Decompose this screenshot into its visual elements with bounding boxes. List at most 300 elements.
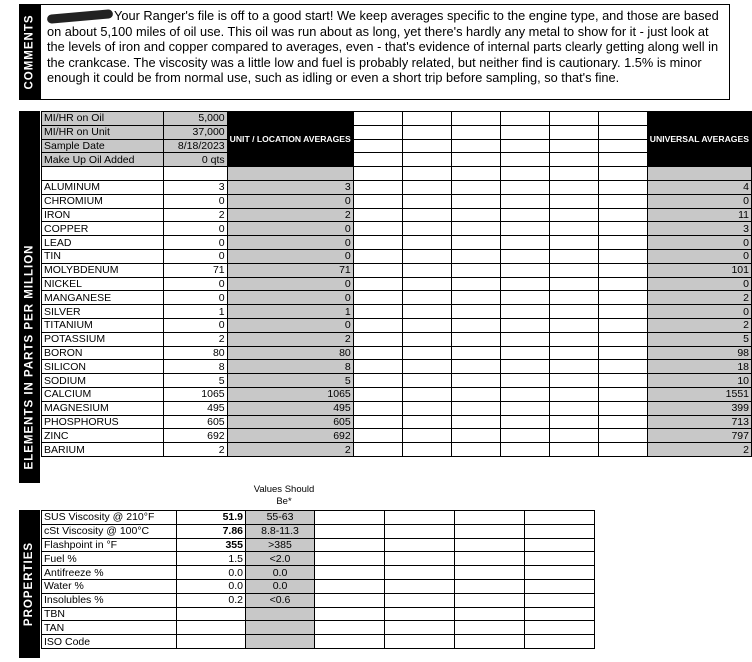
property-should-be: 0.0 xyxy=(246,566,315,580)
element-row xyxy=(42,263,752,277)
blank-cell xyxy=(525,511,595,525)
element-value: 0 xyxy=(164,194,227,208)
blank-cell xyxy=(385,524,455,538)
property-value xyxy=(177,635,246,649)
blank-cell xyxy=(353,180,402,194)
property-value: 51.9 xyxy=(177,511,246,525)
property-should-be: 0.0 xyxy=(246,579,315,593)
property-row xyxy=(42,621,595,635)
property-row xyxy=(42,511,595,525)
element-universal-average: 2 xyxy=(647,291,751,305)
blank-cell xyxy=(598,374,647,388)
blank-cell xyxy=(402,194,451,208)
blank-cell xyxy=(353,332,402,346)
blank-cell xyxy=(402,429,451,443)
blank-cell xyxy=(549,222,598,236)
blank-cell xyxy=(549,167,598,181)
element-name: IRON xyxy=(42,208,164,222)
blank-cell xyxy=(598,208,647,222)
element-unit-average: 80 xyxy=(227,346,353,360)
blank-cell xyxy=(451,360,500,374)
property-name: Antifreeze % xyxy=(42,566,177,580)
element-unit-average: 2 xyxy=(227,443,353,457)
redacted-name xyxy=(47,9,114,24)
blank-cell xyxy=(402,277,451,291)
blank-cell xyxy=(451,346,500,360)
unit-averages-header: UNIT / LOCATION AVERAGES xyxy=(227,112,353,167)
blank-cell xyxy=(353,401,402,415)
element-unit-average: 0 xyxy=(227,249,353,263)
element-value: 0 xyxy=(164,277,227,291)
blank-cell xyxy=(451,415,500,429)
blank-cell xyxy=(455,579,525,593)
blank-cell xyxy=(353,291,402,305)
property-value: 355 xyxy=(177,538,246,552)
property-should-be: 8.8-11.3 xyxy=(246,524,315,538)
universal-averages-header: UNIVERSAL AVERAGES xyxy=(647,112,751,167)
blank-cell xyxy=(402,360,451,374)
header-row xyxy=(42,139,752,153)
element-row xyxy=(42,332,752,346)
element-name: CHROMIUM xyxy=(42,194,164,208)
header-row-label: Make Up Oil Added xyxy=(42,153,164,167)
property-name: TBN xyxy=(42,607,177,621)
element-value: 0 xyxy=(164,222,227,236)
blank-cell xyxy=(315,607,385,621)
element-row xyxy=(42,236,752,250)
blank-cell xyxy=(402,332,451,346)
element-row xyxy=(42,291,752,305)
blank-cell xyxy=(451,291,500,305)
blank-cell xyxy=(451,443,500,457)
blank-cell xyxy=(549,291,598,305)
element-value: 0 xyxy=(164,236,227,250)
element-name: POTASSIUM xyxy=(42,332,164,346)
comments-label-text: COMMENTS xyxy=(23,14,36,90)
blank-cell xyxy=(598,153,647,167)
blank-cell xyxy=(451,167,500,181)
blank-cell xyxy=(402,153,451,167)
blank-cell xyxy=(353,125,402,139)
element-row xyxy=(42,360,752,374)
blank-cell xyxy=(455,635,525,649)
blank-cell xyxy=(598,222,647,236)
blank-cell xyxy=(549,112,598,126)
blank-cell xyxy=(500,401,549,415)
element-unit-average: 692 xyxy=(227,429,353,443)
blank-cell xyxy=(500,112,549,126)
property-name: SUS Viscosity @ 210°F xyxy=(42,511,177,525)
blank-cell xyxy=(353,112,402,126)
element-universal-average: 98 xyxy=(647,346,751,360)
element-name: NICKEL xyxy=(42,277,164,291)
element-value: 80 xyxy=(164,346,227,360)
blank-cell xyxy=(451,249,500,263)
blank-cell xyxy=(315,538,385,552)
blank-cell xyxy=(402,167,451,181)
blank-cell xyxy=(451,125,500,139)
blank-cell xyxy=(598,443,647,457)
blank-cell xyxy=(353,305,402,319)
blank-cell xyxy=(598,277,647,291)
blank-cell xyxy=(455,593,525,607)
blank-cell xyxy=(315,566,385,580)
element-name: BORON xyxy=(42,346,164,360)
element-universal-average: 5 xyxy=(647,332,751,346)
property-name: Water % xyxy=(42,579,177,593)
property-value xyxy=(177,621,246,635)
element-value: 0 xyxy=(164,249,227,263)
blank-cell xyxy=(549,332,598,346)
blank-cell xyxy=(500,415,549,429)
blank-cell xyxy=(598,401,647,415)
blank-cell xyxy=(500,263,549,277)
blank-cell xyxy=(451,318,500,332)
blank-cell xyxy=(455,538,525,552)
header-row-value: 8/18/2023 xyxy=(164,139,227,153)
blank-cell xyxy=(353,346,402,360)
blank-cell xyxy=(549,139,598,153)
element-universal-average: 0 xyxy=(647,236,751,250)
blank-cell xyxy=(402,401,451,415)
property-value: 0.0 xyxy=(177,579,246,593)
blank-cell xyxy=(385,566,455,580)
blank-cell xyxy=(385,511,455,525)
blank-cell xyxy=(402,112,451,126)
blank-cell xyxy=(455,511,525,525)
blank-cell xyxy=(598,125,647,139)
element-value: 495 xyxy=(164,401,227,415)
blank-cell xyxy=(451,277,500,291)
property-value: 0.2 xyxy=(177,593,246,607)
comments-text: Your Ranger's file is off to a good start! We keep averages specific to the engine type, and those are based on about 5,100 miles of oil use. This oil was run about as long, yet there's hardly any metal to show for it - just look at the levels of iron and copper compared to averages, even - that's evidence of internal parts clearly getting along well in the crankcase. The viscosity was a little low and fuel is probably related, but neither find is cautionary. 1.5% is minor enough it could be from normal use, such as idling or even a short trip before sampling, so that's fine. xyxy=(47,8,719,85)
element-value: 605 xyxy=(164,415,227,429)
blank-cell xyxy=(451,429,500,443)
blank-cell xyxy=(353,139,402,153)
element-value: 692 xyxy=(164,429,227,443)
blank-cell xyxy=(402,318,451,332)
blank-cell xyxy=(549,194,598,208)
blank-cell xyxy=(500,346,549,360)
blank-cell xyxy=(549,153,598,167)
blank-cell xyxy=(385,621,455,635)
blank-cell xyxy=(549,236,598,250)
blank-cell xyxy=(549,374,598,388)
element-unit-average: 0 xyxy=(227,318,353,332)
blank-cell xyxy=(500,139,549,153)
blank-cell xyxy=(451,112,500,126)
blank-cell xyxy=(451,139,500,153)
header-row-value: 5,000 xyxy=(164,112,227,126)
property-should-be: 55-63 xyxy=(246,511,315,525)
element-universal-average: 18 xyxy=(647,360,751,374)
blank-cell xyxy=(549,208,598,222)
blank-cell xyxy=(353,222,402,236)
element-name: ALUMINUM xyxy=(42,180,164,194)
element-universal-average: 0 xyxy=(647,305,751,319)
blank-cell xyxy=(598,360,647,374)
blank-cell xyxy=(402,443,451,457)
analysis-table xyxy=(41,111,752,457)
element-row xyxy=(42,222,752,236)
element-value: 2 xyxy=(164,208,227,222)
element-row xyxy=(42,387,752,401)
blank-cell xyxy=(598,180,647,194)
blank-cell xyxy=(385,579,455,593)
blank-cell xyxy=(315,524,385,538)
blank-cell xyxy=(598,112,647,126)
properties-table-body xyxy=(42,511,595,649)
element-row xyxy=(42,346,752,360)
element-name: LEAD xyxy=(42,236,164,250)
blank-cell xyxy=(227,167,353,181)
blank-cell xyxy=(500,167,549,181)
blank-cell xyxy=(455,524,525,538)
element-universal-average: 2 xyxy=(647,318,751,332)
blank-cell xyxy=(353,429,402,443)
property-row xyxy=(42,579,595,593)
element-value: 2 xyxy=(164,443,227,457)
blank-cell xyxy=(385,538,455,552)
blank-cell xyxy=(402,139,451,153)
blank-cell xyxy=(353,443,402,457)
blank-cell xyxy=(402,208,451,222)
blank-cell xyxy=(598,263,647,277)
property-value: 0.0 xyxy=(177,566,246,580)
blank-cell xyxy=(500,236,549,250)
blank-cell xyxy=(500,125,549,139)
blank-cell xyxy=(598,346,647,360)
element-universal-average: 713 xyxy=(647,415,751,429)
blank-cell xyxy=(451,305,500,319)
blank-cell xyxy=(598,236,647,250)
element-row xyxy=(42,305,752,319)
blank-cell xyxy=(598,305,647,319)
blank-cell xyxy=(549,415,598,429)
blank-cell xyxy=(500,387,549,401)
blank-cell xyxy=(402,125,451,139)
blank-cell xyxy=(402,180,451,194)
blank-cell xyxy=(42,167,164,181)
blank-cell xyxy=(315,511,385,525)
element-universal-average: 0 xyxy=(647,194,751,208)
property-name: Flashpoint in °F xyxy=(42,538,177,552)
element-unit-average: 0 xyxy=(227,277,353,291)
blank-cell xyxy=(598,318,647,332)
element-unit-average: 3 xyxy=(227,180,353,194)
blank-cell xyxy=(353,236,402,250)
property-name: TAN xyxy=(42,621,177,635)
element-unit-average: 71 xyxy=(227,263,353,277)
header-row xyxy=(42,153,752,167)
element-value: 71 xyxy=(164,263,227,277)
blank-cell xyxy=(402,291,451,305)
blank-cell xyxy=(315,579,385,593)
property-name: Fuel % xyxy=(42,552,177,566)
blank-cell xyxy=(353,249,402,263)
blank-cell xyxy=(353,415,402,429)
blank-cell xyxy=(385,593,455,607)
blank-cell xyxy=(402,249,451,263)
element-universal-average: 101 xyxy=(647,263,751,277)
blank-cell xyxy=(451,332,500,346)
blank-cell xyxy=(647,167,751,181)
element-universal-average: 2 xyxy=(647,443,751,457)
blank-cell xyxy=(315,635,385,649)
element-row xyxy=(42,180,752,194)
properties-section-label xyxy=(19,510,40,658)
blank-cell xyxy=(451,263,500,277)
blank-cell xyxy=(598,167,647,181)
blank-cell xyxy=(500,208,549,222)
blank-cell xyxy=(525,566,595,580)
property-should-be: <0.6 xyxy=(246,593,315,607)
property-name: ISO Code xyxy=(42,635,177,649)
blank-cell xyxy=(549,360,598,374)
blank-cell xyxy=(402,374,451,388)
header-row-label: Sample Date xyxy=(42,139,164,153)
header-row-label: MI/HR on Unit xyxy=(42,125,164,139)
blank-cell xyxy=(549,346,598,360)
blank-cell xyxy=(451,387,500,401)
element-value: 5 xyxy=(164,374,227,388)
blank-cell xyxy=(385,552,455,566)
element-unit-average: 1065 xyxy=(227,387,353,401)
blank-cell xyxy=(500,374,549,388)
blank-cell xyxy=(500,194,549,208)
values-should-be-header: Values Should Be* xyxy=(253,484,315,507)
element-row xyxy=(42,429,752,443)
property-value: 7.86 xyxy=(177,524,246,538)
header-row-value: 37,000 xyxy=(164,125,227,139)
blank-cell xyxy=(598,429,647,443)
separator-row xyxy=(42,167,752,181)
blank-cell xyxy=(549,443,598,457)
elements-label-text: ELEMENTS IN PARTS PER MILLION xyxy=(23,244,36,470)
element-row xyxy=(42,318,752,332)
property-row xyxy=(42,552,595,566)
element-universal-average: 399 xyxy=(647,401,751,415)
blank-cell xyxy=(385,635,455,649)
blank-cell xyxy=(525,621,595,635)
analysis-table-body xyxy=(42,112,752,457)
blank-cell xyxy=(598,387,647,401)
property-row xyxy=(42,607,595,621)
element-row xyxy=(42,249,752,263)
blank-cell xyxy=(500,291,549,305)
blank-cell xyxy=(549,277,598,291)
element-row xyxy=(42,401,752,415)
element-name: PHOSPHORUS xyxy=(42,415,164,429)
blank-cell xyxy=(598,194,647,208)
element-unit-average: 8 xyxy=(227,360,353,374)
blank-cell xyxy=(598,415,647,429)
blank-cell xyxy=(549,318,598,332)
element-name: MANGANESE xyxy=(42,291,164,305)
property-row xyxy=(42,538,595,552)
property-should-be: >385 xyxy=(246,538,315,552)
element-row xyxy=(42,208,752,222)
blank-cell xyxy=(598,249,647,263)
blank-cell xyxy=(455,566,525,580)
blank-cell xyxy=(500,249,549,263)
blank-cell xyxy=(500,222,549,236)
element-universal-average: 4 xyxy=(647,180,751,194)
element-name: COPPER xyxy=(42,222,164,236)
blank-cell xyxy=(500,332,549,346)
blank-cell xyxy=(402,263,451,277)
property-row xyxy=(42,566,595,580)
header-row-value: 0 qts xyxy=(164,153,227,167)
blank-cell xyxy=(455,607,525,621)
header-row xyxy=(42,112,752,126)
properties-label-text: PROPERTIES xyxy=(23,541,36,627)
element-unit-average: 0 xyxy=(227,194,353,208)
element-value: 0 xyxy=(164,291,227,305)
property-row xyxy=(42,635,595,649)
blank-cell xyxy=(451,194,500,208)
element-universal-average: 10 xyxy=(647,374,751,388)
blank-cell xyxy=(353,387,402,401)
blank-cell xyxy=(402,236,451,250)
element-unit-average: 5 xyxy=(227,374,353,388)
blank-cell xyxy=(353,360,402,374)
blank-cell xyxy=(353,277,402,291)
property-name: Insolubles % xyxy=(42,593,177,607)
element-name: SILVER xyxy=(42,305,164,319)
blank-cell xyxy=(451,208,500,222)
blank-cell xyxy=(402,346,451,360)
blank-cell xyxy=(525,524,595,538)
comments-section-label xyxy=(19,4,40,100)
element-unit-average: 1 xyxy=(227,305,353,319)
element-name: SILICON xyxy=(42,360,164,374)
blank-cell xyxy=(525,635,595,649)
blank-cell xyxy=(598,139,647,153)
element-row xyxy=(42,415,752,429)
blank-cell xyxy=(315,593,385,607)
blank-cell xyxy=(353,208,402,222)
property-should-be xyxy=(246,635,315,649)
element-name: SODIUM xyxy=(42,374,164,388)
blank-cell xyxy=(402,387,451,401)
element-name: BARIUM xyxy=(42,443,164,457)
element-universal-average: 1551 xyxy=(647,387,751,401)
blank-cell xyxy=(353,153,402,167)
element-universal-average: 0 xyxy=(647,249,751,263)
blank-cell xyxy=(451,236,500,250)
blank-cell xyxy=(500,443,549,457)
property-should-be xyxy=(246,607,315,621)
blank-cell xyxy=(500,360,549,374)
blank-cell xyxy=(451,374,500,388)
blank-cell xyxy=(164,167,227,181)
header-row xyxy=(42,125,752,139)
blank-cell xyxy=(525,538,595,552)
property-should-be xyxy=(246,621,315,635)
element-value: 1 xyxy=(164,305,227,319)
blank-cell xyxy=(455,621,525,635)
element-row xyxy=(42,277,752,291)
property-row xyxy=(42,524,595,538)
blank-cell xyxy=(549,180,598,194)
element-row xyxy=(42,194,752,208)
element-row xyxy=(42,443,752,457)
blank-cell xyxy=(451,153,500,167)
property-name: cSt Viscosity @ 100°C xyxy=(42,524,177,538)
blank-cell xyxy=(549,305,598,319)
header-row-label: MI/HR on Oil xyxy=(42,112,164,126)
